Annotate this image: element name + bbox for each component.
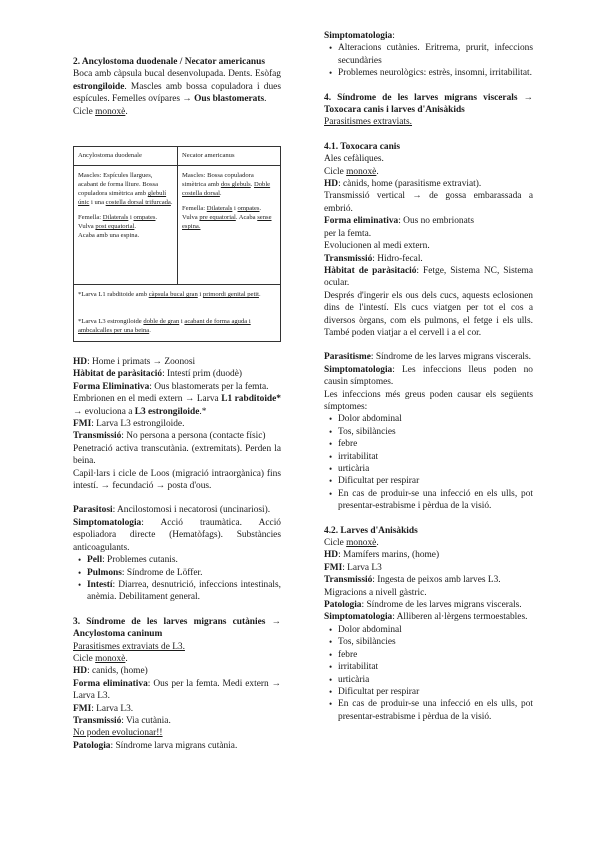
text-bold: Ous blastomerats <box>194 94 265 105</box>
section-4-1-hd <box>324 178 533 190</box>
section-4-1-evolucionen: Evolucionen al medi extern. <box>324 241 430 252</box>
penetracio-line: Penetració activa transcutània. (extremitats). Perden la beina. <box>73 443 281 467</box>
section-4-1-habitat <box>324 265 533 290</box>
list-item <box>87 554 281 566</box>
text: i una <box>89 199 106 206</box>
list-item: • En cas de produir-se una infecció en els ulls, pot presentar-estrabisme i pèrdua de la visió. <box>338 698 533 723</box>
text: : Síndrome larva migrans cutània. <box>110 740 238 751</box>
section-4-2-hd <box>324 549 533 561</box>
text-bold: Patologia <box>73 740 111 751</box>
habitat-line <box>73 368 281 380</box>
text: . <box>264 94 267 105</box>
text: i <box>128 214 134 221</box>
section-4-2-fmi <box>324 562 533 574</box>
text: : Ancilostomosi i necatorosi (uncinariosi). <box>112 505 271 516</box>
text-underlined: glebulí únic <box>78 190 167 206</box>
fmi-line <box>73 418 281 430</box>
simptomatologia-top <box>324 30 533 42</box>
section-3-no-poden: No poden evolucionar!! <box>73 728 163 739</box>
section-4-1-despres: Després d'ingerir els ous dels cucs, aquests eclosionen dins de l'intestí. Els cucs viatgen per tot el cos a diversos òrgans, com els pulmons, el fetge i els ulls. També poden viatjar a el cervell i a el cor. <box>324 290 533 338</box>
text-underlined: doble de gran <box>143 318 180 325</box>
section-3-patologia <box>73 740 281 752</box>
text: *Larva L1 rabditoide amb <box>78 291 149 298</box>
embrionen-line <box>73 393 281 418</box>
list-item: • urticària <box>338 674 533 686</box>
text: : Larva L3. <box>91 703 134 714</box>
text: Cicle <box>73 653 96 664</box>
text: : <box>392 31 395 41</box>
table-divider-horizontal <box>74 165 280 166</box>
section-3-cicle <box>73 653 281 665</box>
cell-females <box>78 213 174 231</box>
text-bold: FMI <box>73 419 92 430</box>
text: : Mamífers marins, (home) <box>338 550 440 561</box>
text-underlined: monoxè <box>346 166 377 177</box>
text: : No persona a persona (contacte físic) <box>121 431 266 442</box>
text-bold: Hàbitat de paràsitació <box>73 369 163 380</box>
text-bold: Transmissió <box>324 575 373 586</box>
text-bold: Simptomatologia <box>73 517 142 528</box>
text: Femella: <box>182 205 207 212</box>
text: i <box>232 205 238 212</box>
text: Boca amb càpsula bucal desenvolupada. Dents. Esòfag <box>73 69 281 80</box>
text: : Intestí prim (duodè) <box>162 369 242 380</box>
list-item: • Tos, sibilàncies <box>338 426 533 438</box>
text: : Ingesta de peixos amb larves L3. <box>372 575 501 586</box>
text: Femella: <box>78 214 103 221</box>
text: *Larva L3 estrongiloide <box>78 318 144 325</box>
list-item: • irritabilitat <box>338 451 533 463</box>
section-3-subtitle: Parasitismes extraviats de L3. <box>73 641 185 652</box>
text-bold: Simptomatologia <box>324 31 393 41</box>
text: Cicle <box>73 106 96 117</box>
text-bold: Intestí <box>87 579 113 590</box>
text-bold: L3 estrongiloide <box>134 406 200 417</box>
text-bold: HD <box>73 666 88 677</box>
text: . <box>170 199 173 206</box>
cell-end: Acaba amb una espina. <box>78 232 140 239</box>
section-4-1-parasitisme <box>324 351 533 363</box>
text-underlined: ompates <box>133 214 156 221</box>
text: : Diarrea, desnutrició, infeccions intestinals, anèmia. Debilitament general. <box>87 579 281 603</box>
text-underlined: Dilaterals <box>206 205 233 212</box>
list-item: • irritabilitat <box>338 661 533 673</box>
text: . Vulva <box>78 214 158 230</box>
text-underlined: dos glebuls <box>220 181 251 188</box>
section-3-title: 3. Síndrome de les larves migrans cutànies → Ancylostoma caninum <box>73 616 281 640</box>
section-4-1-transmissio <box>324 253 533 265</box>
text-bold: estrongiloide <box>73 81 125 92</box>
table-note-l1 <box>78 290 276 299</box>
text: : Les infeccions lleus poden no causin símptomes. <box>324 364 533 388</box>
cell-males <box>182 171 276 198</box>
text: . Acaba <box>235 214 258 221</box>
text-bold: HD <box>324 179 339 190</box>
text: : Larva L3 estrongiloide. <box>91 419 185 430</box>
text-underlined: Dilaterals <box>102 214 129 221</box>
text: . <box>250 181 254 188</box>
text: Cicle <box>324 166 347 177</box>
text: . <box>134 223 137 230</box>
text: . <box>125 106 128 117</box>
text-bold: FMI <box>324 562 343 573</box>
table-divider-horizontal <box>74 284 280 285</box>
text-bold: Pell <box>87 555 103 566</box>
text-underlined: pre equatorial <box>199 214 236 221</box>
text: Cicle <box>324 538 347 549</box>
text: : Larva L3 <box>342 562 382 573</box>
list-item: • Tos, sibilàncies <box>338 636 533 648</box>
text: . <box>258 291 261 298</box>
text-bold: Parasitosi <box>73 505 113 516</box>
table-header-necator: Necator americanus <box>182 152 235 159</box>
left-column-bottom <box>73 356 281 752</box>
text-bold: Pulmons <box>87 567 122 578</box>
comparison-table <box>73 146 281 342</box>
text-underlined: ompates <box>237 205 260 212</box>
text-bold: Forma eliminativa <box>324 216 399 227</box>
section-3-transmissio <box>73 715 281 727</box>
symptom-list <box>73 554 281 604</box>
text: : Síndrome de les larves migrans viscerals. <box>370 352 531 363</box>
text: . <box>125 653 128 664</box>
text-bold: Simptomatologia <box>324 612 393 623</box>
section-4-1-femta: per la femta. <box>324 228 372 239</box>
text-bold: Forma Eliminativa <box>73 381 150 392</box>
text: . <box>149 327 151 334</box>
list-item: • Dificultat per respirar <box>338 475 533 487</box>
text: : Ous per la femta. Medi extern → Larva L3. <box>73 678 281 702</box>
table-cell-ancylostoma <box>78 171 174 240</box>
text: i <box>197 291 203 298</box>
section-4-2-transmissio <box>324 574 533 586</box>
section-4-2-patologia <box>324 599 533 611</box>
text: Mascles: Espícules llargues, acabant de forma lliure. Bossa copuladora simètrica amb <box>78 172 159 197</box>
list-item: • Dificultat per respirar <box>338 686 533 698</box>
cell-males <box>78 171 174 207</box>
table-note-l3 <box>78 317 276 335</box>
list-item <box>87 567 281 579</box>
table-header-ancylostoma: Ancylostoma duodenale <box>78 152 142 159</box>
text: . Vulva <box>182 205 262 221</box>
text-bold: Hàbitat de paràsitació <box>324 265 417 276</box>
section-4-title: 4. Síndrome de les larves migrans viscerals → Toxocara canis i larves d'Anisàkids <box>324 92 533 116</box>
text-bold: L1 rabditoide* <box>221 394 281 405</box>
list-item: • febre <box>338 438 533 450</box>
text: Embrionen en el medi extern → Larva <box>73 394 222 405</box>
section-4-2-cicle <box>324 537 533 549</box>
section-4-2-simptomatologia <box>324 611 533 623</box>
list-item: • urticària <box>338 463 533 475</box>
table-cell-necator <box>182 171 276 231</box>
cell-females <box>182 204 276 231</box>
text: : Acció traumàtica. Acció espoliadora directe (Hematòfags). Substàncies anticoagulants. <box>73 517 281 553</box>
text: → evoluciona a <box>73 406 135 417</box>
section-4-2-symptom-list <box>324 624 533 723</box>
text-underlined: post equatorial <box>95 223 135 230</box>
text-underlined: càpsula bucal gran <box>148 291 198 298</box>
section-4-1-forma-eliminativa <box>324 215 533 227</box>
left-column-top <box>73 56 281 118</box>
text-underlined: costella dorsal trifurcada <box>105 199 171 206</box>
text-underlined: primordi genital petit <box>202 291 259 298</box>
text: : Alliberen al·lèrgens termoestables. <box>392 612 528 623</box>
text: .* <box>199 406 207 417</box>
text-underlined: Doble costella dorsal <box>182 181 271 197</box>
hd-line <box>73 356 281 368</box>
list-item: • febre <box>338 649 533 661</box>
section-4-2-title: 4.2. Larves d'Anisàkids <box>324 525 418 536</box>
parasitosi-line <box>73 504 281 516</box>
forma-eliminativa-line <box>73 381 281 393</box>
text: : Via cutània. <box>121 715 171 726</box>
text: : Home i primats → Zoonosi <box>87 357 196 367</box>
text-bold: HD <box>73 357 88 367</box>
text: Mascles: Bossa copuladora simètrica amb <box>182 172 254 188</box>
list-item <box>87 579 281 604</box>
section-4-1-ales: Ales cefàliques. <box>324 154 384 165</box>
section-4-1-title: 4.1. Toxocara canis <box>324 141 401 152</box>
text: . <box>376 166 379 177</box>
text: i <box>179 318 185 325</box>
list-item: • Alteracions cutànies. Eritrema, prurit, infeccions secundàries <box>338 42 533 67</box>
text: : Ous no embrionats <box>398 216 474 227</box>
text: : Fetge, Sistema NC, Sistema ocular. <box>324 265 533 289</box>
text: : Síndrome de Löffer. <box>121 567 203 578</box>
list-item: • En cas de produir-se una infecció en els ulls, pot presentar-estrabisme i pèrdua de la visió. <box>338 488 533 513</box>
section-4-1-greus: Les infeccions més greus poden causar els següents símptomes: <box>324 389 533 412</box>
text: : Síndrome de les larves migrans viscerals. <box>361 600 522 611</box>
transmissio-line <box>73 430 281 442</box>
list-item: • Dolor abdominal <box>338 413 533 425</box>
text: . Mascles amb bossa copuladora i dues espícules. Femelles ovípares → <box>73 81 281 105</box>
section-2-title: 2. Ancylostoma duodenale / Necator americanus <box>73 57 266 67</box>
text-underlined: acabant de forma aguda i ambcalcalles per una beina <box>78 318 251 334</box>
text-underlined: monoxè <box>95 653 126 664</box>
table-divider-vertical <box>177 147 178 284</box>
section-4-1-symptom-list <box>324 413 533 512</box>
simptomatologia-line <box>73 517 281 554</box>
section-4-1-cicle <box>324 166 533 178</box>
text-bold: Transmissió <box>324 253 373 264</box>
section-2-description <box>73 68 281 105</box>
section-4-subtitle: Parasitismes extraviats. <box>324 117 413 128</box>
text-underlined: monoxè <box>346 538 377 549</box>
list-item: • Problemes neurològics: estrès, insomni, irritabilitat. <box>338 67 533 79</box>
text: . <box>376 538 379 549</box>
text: . <box>219 190 222 197</box>
section-4-1-transmissio-vertical: Transmissió vertical → de gossa embarassada a embrió. <box>324 191 533 214</box>
text: : canids, (home) <box>87 666 148 677</box>
right-column <box>324 30 533 723</box>
section-2-cicle <box>73 106 281 118</box>
text: : cànids, home (parasitisme extraviat). <box>338 179 482 190</box>
text-bold: Simptomatologia <box>324 364 393 375</box>
text-bold: HD <box>324 550 339 561</box>
section-4-1-simptomatologia <box>324 364 533 389</box>
text: : Hidro-fecal. <box>372 253 423 264</box>
section-3-fmi <box>73 703 281 715</box>
text-bold: FMI <box>73 703 92 714</box>
section-4-2-migracions: Migracions a nivell gàstric. <box>324 587 427 598</box>
top-symptom-list <box>324 42 533 79</box>
text-bold: Forma eliminativa <box>73 678 148 689</box>
section-3-forma-eliminativa <box>73 678 281 703</box>
text-bold: Patologia <box>324 600 362 611</box>
text-bold: Transmissió <box>73 715 122 726</box>
list-item: • Dolor abdominal <box>338 624 533 636</box>
text: : Problemes cutanis. <box>102 555 178 566</box>
text-underlined: sense espina. <box>182 214 272 230</box>
text-underlined: monoxè <box>95 106 126 117</box>
text-bold: Transmissió <box>73 431 122 442</box>
section-3-hd <box>73 665 281 677</box>
capillars-line: Capil·lars i cicle de Loos (migració intraorgànica) fins intestí. → fecundació → posta d'ous. <box>73 468 281 492</box>
text: : Ous blastomerats per la femta. <box>149 381 269 392</box>
text-bold: Parasitisme <box>324 352 371 363</box>
